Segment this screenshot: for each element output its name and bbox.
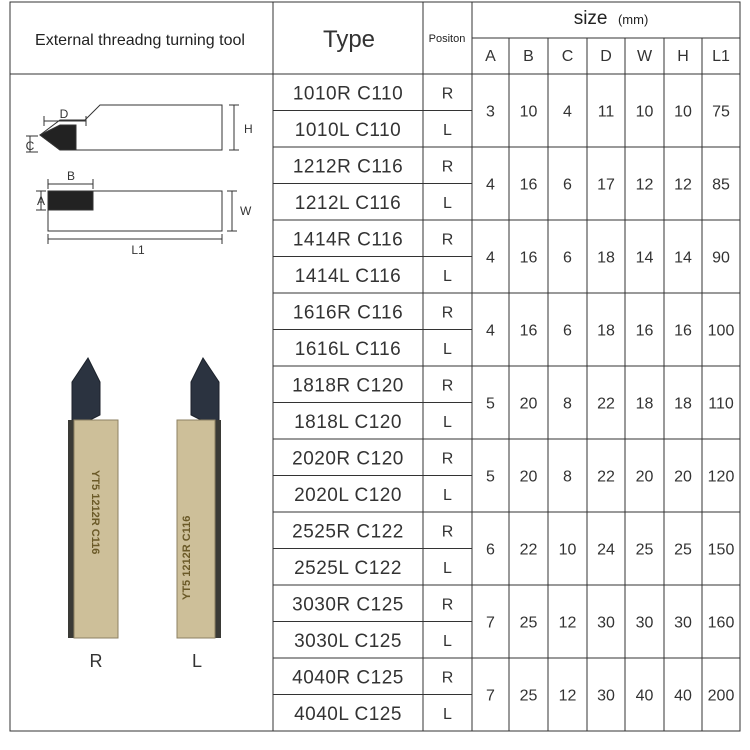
position-cell: R: [441, 450, 454, 468]
position-cell: R: [441, 231, 454, 249]
dimension-cell: 25: [635, 541, 654, 559]
dimension-cell: 25: [674, 541, 692, 559]
dimension-cell: 16: [519, 176, 538, 194]
type-cell: 4040R C125: [292, 667, 404, 689]
dimension-cell: 120: [707, 468, 735, 486]
dimension-cell: 10: [519, 103, 538, 121]
position-cell: L: [443, 340, 452, 358]
table-grid: [10, 2, 740, 731]
dimension-cell: 40: [674, 687, 692, 705]
technical-drawing: [26, 105, 239, 244]
dim-label-a: A: [36, 194, 46, 208]
dimension-cell: 18: [597, 249, 615, 267]
dim-label-d: D: [59, 107, 69, 121]
top-view-insert: [48, 191, 93, 210]
tool-right-label: R: [89, 651, 103, 671]
tool-right-shank-shadow: [68, 420, 74, 638]
dim-label-h: H: [244, 122, 253, 136]
dimension-cell: 4: [563, 103, 572, 121]
dimension-cell: 110: [708, 395, 734, 413]
dim-label-b: B: [66, 169, 76, 183]
dimension-cell: 30: [597, 614, 615, 632]
tool-left-shank-shadow: [215, 420, 221, 638]
tool-left-label: L: [191, 651, 203, 671]
tool-right-illustration: [68, 358, 118, 638]
position-header: Positon: [428, 33, 466, 45]
dimension-cell: 20: [674, 468, 692, 486]
dimension-cell: 22: [597, 468, 615, 486]
dimension-cell: 16: [674, 322, 692, 340]
type-cell: 1212L C116: [294, 192, 402, 214]
dim-label-l1: L1: [131, 243, 145, 257]
dimension-cell: 12: [674, 176, 692, 194]
side-view-tip: [40, 125, 76, 150]
dimension-cell: 17: [597, 176, 615, 194]
type-cell: 2525R C122: [292, 521, 404, 543]
size-header: [574, 8, 649, 29]
dimension-cell: 100: [707, 322, 735, 340]
dimension-cell: 7: [486, 614, 495, 632]
dimension-cell: 22: [519, 541, 538, 559]
type-cell: 2020R C120: [292, 448, 404, 470]
dimension-cell: 75: [712, 103, 730, 121]
dimension-cell: 10: [558, 541, 577, 559]
dimension-cell: 4: [486, 249, 495, 267]
dimension-cell: 16: [519, 249, 538, 267]
dimension-cell: 6: [563, 249, 572, 267]
dimension-cell: 5: [486, 468, 495, 486]
position-cell: R: [441, 523, 454, 541]
dimension-cell: 4: [486, 322, 495, 340]
type-cell: 1414R C116: [292, 229, 404, 251]
type-cell: 1818L C120: [294, 411, 402, 433]
dimension-cell: 10: [635, 103, 654, 121]
dimension-cell: 5: [486, 395, 495, 413]
tool-right-carbide-tip: [72, 358, 100, 425]
position-cell: R: [441, 377, 454, 395]
type-cell: 1616L C116: [294, 338, 402, 360]
size-unit: (mm): [617, 12, 649, 27]
dimension-cell: 18: [635, 395, 654, 413]
type-cell: 2020L C120: [294, 484, 402, 506]
dimension-cell: 25: [519, 614, 538, 632]
dimension-cell: 16: [519, 322, 538, 340]
position-cell: L: [443, 632, 452, 650]
dimension-cell: 20: [519, 468, 538, 486]
dimension-cell: 12: [558, 614, 577, 632]
dimension-cell: 160: [707, 614, 735, 632]
type-cell: 3030R C125: [292, 594, 404, 616]
tool-left-marking: YT5 1212R C116: [181, 515, 193, 600]
type-cell: 1010L C110: [294, 119, 402, 141]
column-header: L1: [712, 48, 730, 65]
position-cell: L: [443, 705, 452, 723]
position-cell: L: [443, 413, 452, 431]
dimension-cell: 90: [712, 249, 730, 267]
position-cell: R: [441, 669, 454, 687]
dimension-cell: 8: [563, 468, 572, 486]
dim-label-c: C: [25, 139, 35, 153]
tool-left-illustration: [177, 358, 221, 638]
tool-right-marking: YT5 1212R C116: [89, 470, 101, 555]
dimension-cell: 6: [563, 322, 572, 340]
column-header: B: [523, 48, 534, 65]
type-cell: 4040L C125: [294, 703, 402, 725]
dimension-cell: 30: [597, 687, 615, 705]
dimension-cell: 3: [486, 103, 495, 121]
type-header: Type: [322, 26, 376, 53]
dimension-cell: 6: [486, 541, 495, 559]
dimension-cell: 18: [674, 395, 692, 413]
dimension-column-headers: [485, 48, 730, 65]
type-cell: 1414L C116: [294, 265, 402, 287]
dimension-cell: 12: [635, 176, 654, 194]
position-cell: L: [443, 486, 452, 504]
tool-left-carbide-tip: [191, 358, 219, 425]
position-cell: L: [443, 121, 452, 139]
left-header-title: External threadng turning tool: [35, 32, 245, 49]
dimension-cell: 30: [674, 614, 692, 632]
column-header: C: [561, 48, 574, 65]
dimension-cell: 20: [519, 395, 538, 413]
dimension-cell: 11: [597, 103, 615, 121]
column-header: H: [677, 48, 689, 65]
dimension-cell: 24: [597, 541, 615, 559]
dimension-cell: 18: [597, 322, 615, 340]
dimension-cell: 16: [635, 322, 654, 340]
dimension-cell: 150: [707, 541, 735, 559]
dim-label-w: W: [240, 204, 252, 218]
dimension-cell: 8: [563, 395, 572, 413]
position-cell: R: [441, 304, 454, 322]
dimension-cell: 12: [558, 687, 577, 705]
dimension-cell: 14: [635, 249, 654, 267]
position-cell: L: [443, 267, 452, 285]
type-cell: 1818R C120: [292, 375, 404, 397]
dimension-cell: 10: [674, 103, 692, 121]
dimension-cell: 200: [707, 687, 735, 705]
dimension-cell: 6: [563, 176, 572, 194]
dimension-cell: 4: [486, 176, 495, 194]
position-cell: R: [441, 85, 454, 103]
type-cell: 3030L C125: [294, 630, 402, 652]
type-cell: 1212R C116: [292, 156, 404, 178]
type-cell: 1616R C116: [292, 302, 404, 324]
dimension-cell: 30: [635, 614, 654, 632]
dimension-cell: 7: [486, 687, 495, 705]
position-cell: R: [441, 596, 454, 614]
column-header: W: [636, 48, 653, 65]
column-header: D: [600, 48, 612, 65]
dimension-cell: 14: [674, 249, 692, 267]
dimension-cell: 40: [635, 687, 654, 705]
type-cell: 2525L C122: [294, 557, 402, 579]
size-label: size: [573, 8, 608, 29]
column-header: A: [485, 48, 496, 65]
table-body: [292, 83, 734, 725]
position-cell: R: [441, 158, 454, 176]
type-cell: 1010R C110: [292, 83, 404, 105]
position-cell: L: [443, 559, 452, 577]
dimension-cell: 22: [597, 395, 615, 413]
dimension-cell: 20: [635, 468, 654, 486]
dimension-cell: 25: [519, 687, 538, 705]
position-cell: L: [443, 194, 452, 212]
dimension-cell: 85: [712, 176, 730, 194]
